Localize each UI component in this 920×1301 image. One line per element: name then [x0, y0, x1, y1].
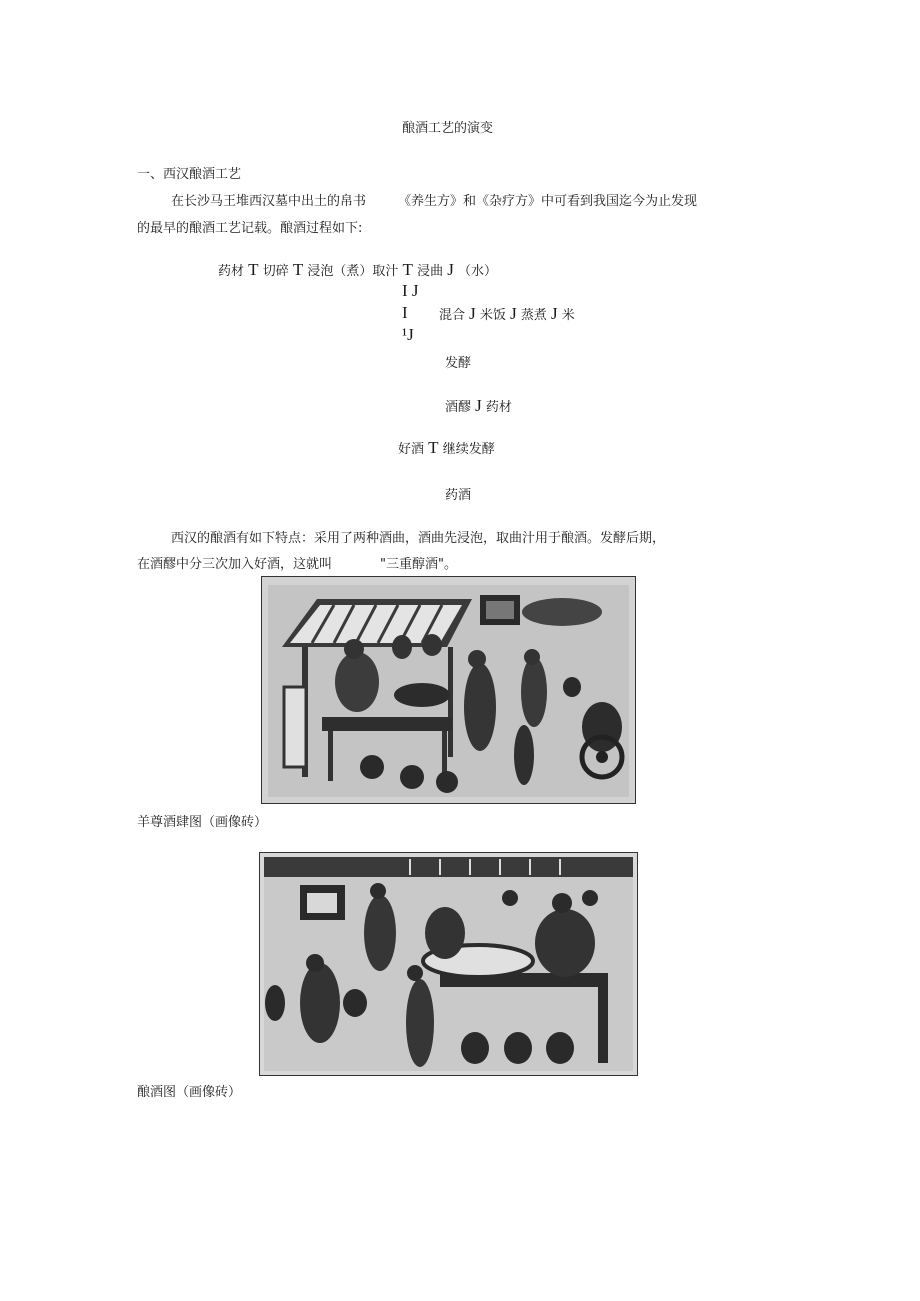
- flow-arrow: T: [292, 260, 304, 279]
- flow-step-koji: 浸曲: [417, 264, 444, 279]
- flow-row-3: [439, 306, 575, 324]
- flow-arrow: J: [551, 304, 558, 323]
- flow-row-mash: [445, 398, 512, 416]
- flow-arrow: J: [447, 260, 454, 279]
- flow-step-herbs: 药材: [218, 264, 245, 279]
- flow-step-mix: 混合: [439, 308, 466, 323]
- features-line-1: 西汉的酿酒有如下特点：采用了两种酒曲，酒曲先浸泡，取曲汁用于酿酒。发酵后期，: [171, 531, 666, 546]
- wine-shop-rubbing-image: [261, 576, 636, 804]
- figure-1-caption: 羊尊酒肆图（画像砖）: [137, 815, 268, 830]
- features-line-2a: 在酒醪中分三次加入好酒，这就叫: [137, 557, 333, 572]
- flow-step-good-wine: 好酒: [398, 442, 425, 457]
- page-title: 酿酒工艺的演变: [402, 121, 494, 136]
- features-line-2b: "三重醇酒"。: [380, 557, 457, 572]
- flow-step-soak: 浸泡（煮）取汁: [307, 264, 399, 279]
- flow-arrow: T: [428, 438, 439, 457]
- flow-arrow: J: [475, 396, 482, 415]
- flow-arrow: J: [469, 304, 476, 323]
- intro-line-1a: 在长沙马王堆西汉墓中出土的帛书: [171, 194, 367, 209]
- flow-connector-2: I: [402, 303, 408, 322]
- flow-connector-3: ¹J: [402, 325, 414, 344]
- flow-step-water: （水）: [457, 264, 497, 279]
- flow-step-herbs-2: 药材: [485, 400, 512, 415]
- brewing-rubbing-image: [259, 852, 638, 1076]
- flow-row-1: [218, 262, 497, 280]
- figure-2-caption: 酿酒图（画像砖）: [137, 1085, 242, 1100]
- flow-connector-1: I J: [402, 281, 419, 300]
- flow-arrow: T: [402, 260, 413, 279]
- flow-arrow: J: [510, 304, 517, 323]
- flow-arrow: T: [248, 260, 259, 279]
- intro-line-1b: 《养生方》和《杂疗方》中可看到我国迄今为止发现: [398, 194, 698, 209]
- flow-step-medicinal-wine: 药酒: [445, 488, 472, 503]
- intro-line-2: 的最早的酿酒工艺记载。酿酒过程如下:: [137, 221, 363, 236]
- flow-step-ferment: 发酵: [445, 356, 472, 371]
- flow-step-steam: 蒸煮: [520, 308, 547, 323]
- section-heading: 一、西汉酿酒工艺: [137, 167, 242, 182]
- flow-step-chop: 切碎: [262, 264, 289, 279]
- flow-step-raw-rice: 米: [561, 308, 575, 323]
- flow-step-continue-ferment: 继续发酵: [442, 442, 495, 457]
- flow-step-mash: 酒醪: [445, 400, 472, 415]
- flow-row-good-wine: [398, 440, 495, 458]
- flow-step-rice: 米饭: [479, 308, 506, 323]
